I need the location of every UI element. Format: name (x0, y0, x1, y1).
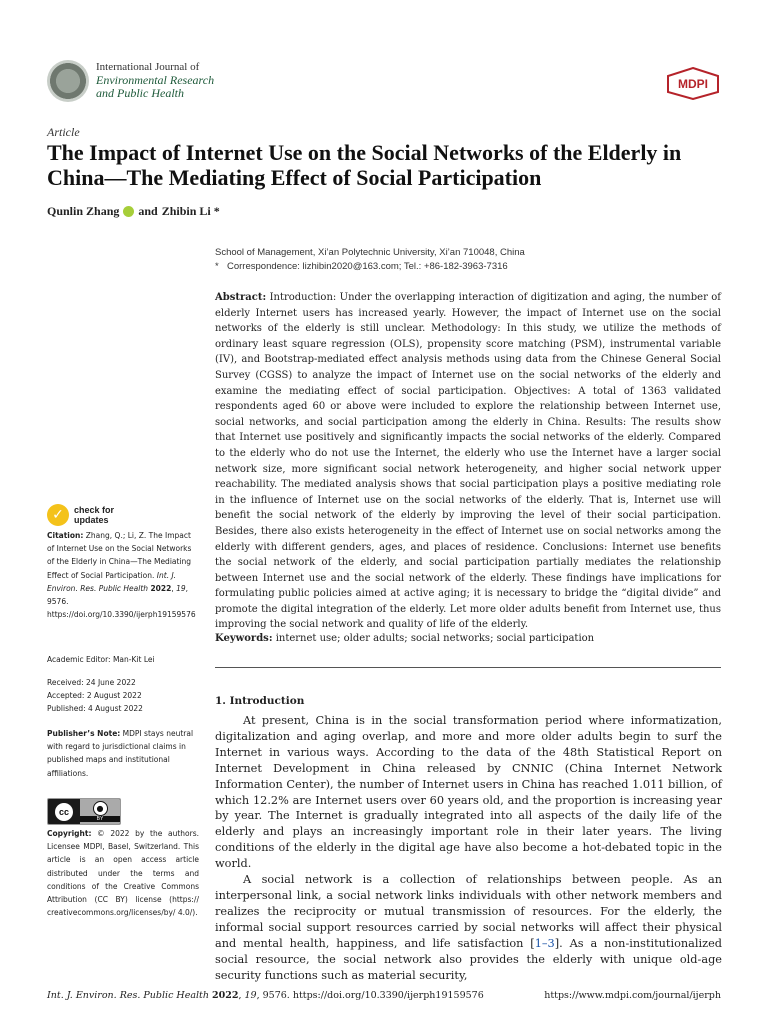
publisher-label: MDPI (678, 77, 708, 91)
check-updates-label: check for updates (74, 505, 115, 525)
author-name[interactable]: Zhibin Li * (161, 204, 220, 218)
journal-name-line2: Environmental Research (96, 73, 215, 87)
article-title: The Impact of Internet Use on the Social Networks of the Elderly in China—The Mediating Effect of Social Participation (47, 140, 682, 190)
author-name[interactable]: Qunlin Zhang (47, 204, 120, 218)
citation-label: Citation: (47, 531, 84, 540)
citation-volume: 19 (176, 583, 186, 593)
publisher-note (47, 727, 199, 780)
correspondence-mark: * (215, 261, 219, 272)
section-divider (215, 667, 721, 668)
checkmark-icon: ✓ (47, 504, 69, 526)
footer-journal: Int. J. Environ. Res. Public Health (47, 990, 209, 1001)
abstract-text: Introduction: Under the overlapping interaction of digitization and aging, the number of elderly Internet users has increased yearly. However, the impact of Internet use on the social networks of the elderly is still unclear. Methodology: In this study, we utilize the methods of ordinary least square regression (OLS), propensity score matching (PSM), instrumental variable (IV), and Bootstrap-mediated effect analysis methods using data from the Chinese General Social Survey (CGSS) to analyze the impact of Internet use on the social networks of the elderly and examine the mediating effect of social participation. Objectives: A total of 1363 validated respondents aged 60 or above were included to explore the relationship between Internet use, social networks, and social participation among the elderly in China. Results: The results show that Internet use positively and significantly impacts the social networks of the elderly. Compared to the elderly who do not use the Internet, the elderly who use the Internet have a larger social network size, more significant social network heterogeneity, and higher social network upper reachability. The mediated analysis shows that social participation plays a positive mediating role in the influence of Internet use on the social networks of the elderly. That is, Internet use will benefit the social network of the elderly by improving the level of their social participation. Besides, there also exists heterogeneity in the effect of Internet use on social networks among the elderly with different genders, ages, and places of residence. Conclusions: Internet use benefits the social network of the elderly, and social participation partially mediates the relationship between Internet use and the social network of the elderly. These findings have implications for formulating public policies aimed at active aging; it is necessary to bridge the “digital divide” and promote the digital integration of the elderly. Let more older adults benefit from Internet use, thus improving the social network and quality of life of the elderly. (215, 292, 721, 631)
reference-link[interactable]: 1–3 (534, 936, 555, 950)
academic-editor: Academic Editor: Man-Kit Lei (47, 655, 155, 664)
footer-citation: Int. J. Environ. Res. Public Health 2022, 19, 9576. https://doi.org/10.3390/ijerph19159576 (47, 990, 484, 1001)
footer-doi[interactable]: , 9576. https://doi.org/10.3390/ijerph19159576 (256, 990, 484, 1001)
journal-logo-icon (47, 60, 89, 102)
cc-by-label: BY (80, 816, 120, 822)
footer-journal-url[interactable]: https://www.mdpi.com/journal/ijerph (544, 990, 721, 1001)
cc-by-license-badge[interactable] (47, 798, 121, 825)
accepted-date: Accepted: 2 August 2022 (47, 691, 142, 701)
introduction-body (215, 713, 722, 983)
attribution-person-icon: ● (93, 801, 108, 816)
journal-name (96, 61, 214, 100)
keywords-label: Keywords: (215, 633, 273, 644)
creative-commons-icon: cc (55, 803, 73, 821)
mdpi-logo-icon[interactable] (666, 67, 720, 100)
paragraph: At present, China is in the social transformation period where informatization, digitalization and aging overlap, and more and more older adults begin to surf the Internet in various ways. According to the data of the 48th Statistical Report on Internet Development in China released by CNNIC (China Internet Network Information Center), the number of Internet users in China has reached 1.011 billion, of which 12.2% are Internet users over 60 years old, and the proportion is increasing year by year. The Internet is gradually integrated into all aspects of the daily life of the elderly and plays an increasingly important role in their later years. The living conditions of the elderly in the digital age have also become a hot-debated topic in the world. (215, 714, 722, 871)
article-type: Article (47, 125, 80, 139)
citation-text: Zhang, Q.; Li, Z. The Impact of Internet Use on the Social Networks of the Elderly in China—The Mediating Effect of Social Participation. (47, 531, 192, 580)
affiliations (215, 246, 715, 274)
copyright-text: © 2022 by the authors. Licensee MDPI, Basel, Switzerland. This article is an open access article distributed under the terms and conditions of the Creative Commons Attribution (CC BY) license (https:// creativecommons.org/licenses/by/ 4.0/). (47, 829, 199, 918)
correspondence-line (215, 260, 715, 274)
affiliation-line: School of Management, Xi’an Polytechnic University, Xi’an 710048, China (215, 247, 525, 258)
copyright-notice (47, 827, 199, 919)
check-for-updates-button[interactable] (47, 504, 114, 526)
journal-name-line1: International Journal of (96, 61, 200, 73)
keywords-text: internet use; older adults; social networks; social participation (275, 633, 595, 644)
footer-volume: 19 (244, 990, 257, 1001)
publisher-note-text: MDPI stays neutral with regard to jurisdictional claims in published maps and institutional affiliations. (47, 729, 194, 778)
published-date: Published: 4 August 2022 (47, 704, 143, 714)
orcid-icon[interactable] (123, 206, 134, 217)
paragraph-text: A social network is a collection of relationships between people. As an interpersonal link, a social network links individuals with other network members and realizes the reciprocity or mutual transmission of resources. For the elderly, the informal social support resources carried by social networks will affect their physical and mental health, happiness, and life satisfaction [ (215, 873, 722, 950)
journal-name-line3: and Public Health (96, 86, 184, 100)
abstract-label: Abstract: (215, 292, 267, 303)
abstract (215, 290, 721, 633)
author-list (47, 204, 220, 219)
section-heading: 1. Introduction (215, 695, 305, 707)
citation-journal: Int. J. Environ. Res. Public Health (47, 570, 177, 593)
received-date: Received: 24 June 2022 (47, 678, 136, 687)
copyright-label: Copyright: (47, 829, 92, 838)
citation-year: 2022 (150, 583, 172, 593)
citation-doi[interactable]: , 9576. https://doi.org/10.3390/ijerph19159576 (47, 583, 196, 620)
correspondence-text: Correspondence: lizhibin2020@163.com; Tel.: +86-182-3963-7316 (227, 261, 508, 272)
keywords (215, 633, 721, 644)
publisher-note-label: Publisher’s Note: (47, 729, 121, 738)
article-dates (47, 676, 199, 716)
author-joiner: and (138, 204, 158, 218)
paragraph-text: ]. As a non-institutionalized social resource, the social network also provides the elderly with unique old-age security functions such as material security, (215, 936, 722, 982)
paragraph (215, 872, 722, 983)
footer-year: 2022 (212, 990, 239, 1001)
citation-block: Citation: Zhang, Q.; Li, Z. The Impact of Internet Use on the Social Networks of the Elderly in China—The Mediating Effect of Social Participation. Int. J. Environ. Res. Public Health 2022, 19, 9576. https://doi.org/10.3390/ijerph19159576 (47, 531, 196, 620)
